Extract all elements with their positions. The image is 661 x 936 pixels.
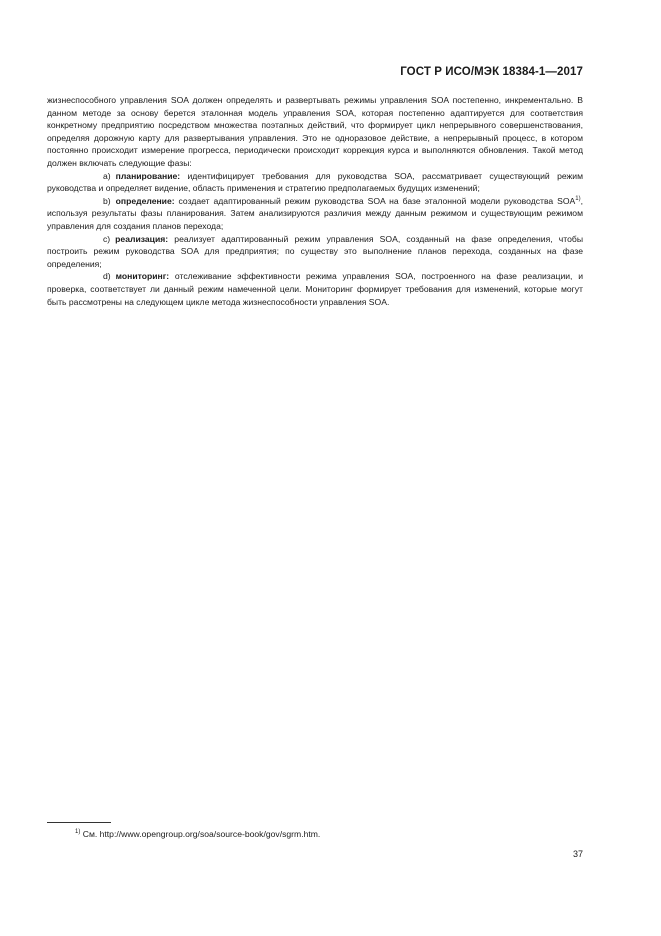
list-marker: a) xyxy=(103,170,111,181)
intro-paragraph: жизнеспособного управления SOA должен определять и развертывать режимы управления SOA постепенно, инкрементально. В данном методе за основу берется эталонная модель управления SOA, которая постепенно адаптируется для соответствия конкретному предприятию посредством множества поэтапных действий, что формирует цикл непрерывного совершенствования, определяя дорожную карту для развертывания управления. Это не одноразовое действие, а непрерывный процесс, в котором постоянно происходит измерение прогресса, периодически происходит коррекция курса и выполняются обновления. Такой метод должен включать следующие фазы: xyxy=(47,95,583,168)
list-term: мониторинг: xyxy=(115,271,170,282)
list-term: определение: xyxy=(115,195,175,206)
footnote xyxy=(75,828,320,840)
list-text-continued: , используя результаты фазы планирования. Затем анализируются различия между данным режимом и существующим режимом управления для создания планов перехода; xyxy=(47,195,583,231)
list-marker: c) xyxy=(103,233,111,244)
footnote-text: См. http://www.opengroup.org/soa/source-book/gov/sgrm.htm. xyxy=(82,829,321,839)
footnote-divider xyxy=(47,822,111,823)
list-marker: d) xyxy=(103,271,111,282)
list-term: планирование: xyxy=(115,170,181,181)
footnote-marker: 1) xyxy=(75,829,81,836)
list-item-planning xyxy=(47,170,583,195)
list-text: создает адаптированный режим руководства SOA на базе эталонной модели руководства SOA xyxy=(178,195,576,206)
document-body xyxy=(47,94,583,308)
list-text: отслеживание эффективности режима управления SOA, построенного на фазе реализации, и проверка, соответствует ли данный режим намеченной цели. Мониторинг формирует требования для изменений, которые могут быть рассмотрены на следующем цикле метода жизнеспособности управления SOA. xyxy=(47,271,584,307)
list-text: идентифицирует требования для руководства SOA, рассматривает существующий режим руководства и определяет видение, область применения и стратегию предполагаемых будущих изменений; xyxy=(47,170,583,194)
page-number: 37 xyxy=(572,849,583,859)
list-text: реализует адаптированный режим управления SOA, созданный на фазе определения, чтобы построить режим руководства SOA для предприятия; по существу это выполнение планов перехода, созданных на фазе определения; xyxy=(47,233,584,269)
list-item-monitoring xyxy=(47,270,583,308)
list-term: реализация: xyxy=(115,233,169,244)
list-marker: b) xyxy=(103,195,111,206)
footnote-reference[interactable]: 1) xyxy=(575,195,581,202)
list-item-implementation xyxy=(47,233,583,271)
document-header: ГОСТ Р ИСО/МЭК 18384-1—2017 xyxy=(400,66,583,78)
list-item-definition xyxy=(47,195,583,233)
